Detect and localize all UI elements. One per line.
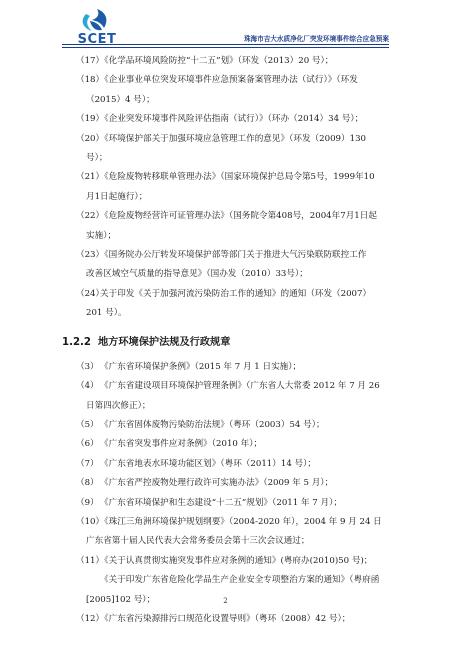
entry-text: 《化学品环境风险防控“十二五”划》（环发（2013）20 号）； xyxy=(100,56,334,66)
entry-text: 关于印发《关于加强河流污染防治工作的通知》的通知（环发（2007） xyxy=(100,288,372,299)
header-divider xyxy=(62,44,389,45)
document-body xyxy=(62,52,392,629)
entry-text: 《广东省固体废物污染防治法规》（粤环（2003）54 号）； xyxy=(100,419,325,430)
entry-text: 《国务院办公厅转发环境保护部等部门关于推进大气污染联防联控工作 xyxy=(100,250,367,261)
regulation-entry xyxy=(62,285,392,324)
entry-number: （11） xyxy=(76,555,105,566)
scet-logo-mark xyxy=(76,8,118,32)
regulation-entry xyxy=(62,513,392,552)
regulation-entry xyxy=(62,552,392,571)
regulation-entry xyxy=(62,455,392,474)
entry-text: 《关于认真贯彻实施突发事件应对条例的通知》(粤府办(2010)50 号)； xyxy=(100,555,373,566)
entry-number: （12） xyxy=(76,613,105,624)
entry-text: 《危险废物经营许可证管理办法》（国务院令第408号，2004年7月1日起 xyxy=(100,211,377,222)
entry-text: 《广东省严控废物处理行政许可实施办法》（2009 年 5 月）； xyxy=(100,478,334,489)
regulation-entry xyxy=(62,168,392,207)
entry-text-continued: 广东省第十届人民代表大会常务委员会第十三次会议通过； xyxy=(86,536,310,547)
section-heading xyxy=(62,332,392,354)
entry-text-continued: 月1日起施行）； xyxy=(86,191,148,202)
regulation-entry xyxy=(62,207,392,246)
regulation-entry xyxy=(62,416,392,435)
entry-text: 《关于印发广东省危险化学品生产企业安全专项整治方案的通知》（粤府函 xyxy=(100,575,380,586)
regulation-list-local xyxy=(62,358,392,630)
entry-text: 《广东省污染源排污口规范化设置导则》（粤环（2008）42 号）； xyxy=(100,613,351,624)
entry-number: （20） xyxy=(76,133,105,144)
regulation-entry xyxy=(62,71,392,110)
page-number: 2 xyxy=(223,597,228,605)
entry-text-continued: 201 号）。 xyxy=(86,308,127,319)
section-title: 地方环境保护法规及行政规章 xyxy=(98,336,231,348)
regulation-entry xyxy=(62,358,392,377)
logo-text: SCET xyxy=(77,32,117,47)
entry-number: （18） xyxy=(76,75,105,86)
regulation-entry xyxy=(62,494,392,513)
entry-number: （9） xyxy=(76,497,99,508)
entry-number: （10） xyxy=(76,516,105,527)
entry-text: 《广东省突发事件应对条例》（2010 年）； xyxy=(100,439,263,450)
entry-number: （4） xyxy=(76,381,99,392)
regulation-entry xyxy=(62,435,392,454)
regulation-entry xyxy=(62,130,392,169)
regulation-entry xyxy=(62,377,392,416)
entry-number: （22） xyxy=(76,211,105,222)
regulation-entry xyxy=(62,610,392,629)
header-divider-thin xyxy=(62,47,389,48)
entry-text: 《环境保护部关于加强环境应急管理工作的意见》（环发（2009）130 xyxy=(100,133,367,144)
entry-text: 《广东省环境保护和生态建设“十二五”规划》（2011 年 7 月）； xyxy=(100,497,342,508)
entry-text: 《珠江三角洲环境保护规划纲要》（2004-2020 年），2004 年 9 月 24 日 xyxy=(100,516,382,527)
entry-number: （23） xyxy=(76,250,105,261)
entry-number: （17） xyxy=(76,56,105,66)
entry-text: 《企业突发环境事件风险评估指南（试行）》（环办（2014）34 号）； xyxy=(100,114,364,125)
entry-text: 《企业事业单位突发环境事件应急预案备案管理办法（试行）》（环发 xyxy=(100,75,358,86)
section-number: 1.2.2 xyxy=(62,336,92,348)
regulation-entry xyxy=(62,52,392,71)
entry-text: 《广东省地表水环境功能区划》（粤环（2011）14 号）； xyxy=(100,458,317,469)
entry-number: （21） xyxy=(76,172,105,183)
entry-number: （3） xyxy=(76,361,99,372)
entry-text-continued: 改善区域空气质量的指导意见》（国办发（2010）33号）； xyxy=(86,269,308,280)
page-header xyxy=(0,0,451,50)
header-title: 珠海市吉大水质净化厂突发环境事件综合应急预案 xyxy=(243,35,389,43)
entry-text-continued: （2015）4 号）； xyxy=(86,94,155,105)
entry-text: 《危险废物转移联单管理办法》（国家环境保护总局令第5号，1999年10 xyxy=(100,172,375,183)
regulation-entry xyxy=(62,474,392,493)
company-logo xyxy=(62,8,132,46)
regulation-list-national xyxy=(62,52,392,324)
entry-number: （24） xyxy=(76,288,105,299)
entry-text-continued: 日第四次修正）； xyxy=(86,400,151,411)
entry-text: 《广东省建设项目环境保护管理条例》（广东省人大常委 2012 年 7 月 26 xyxy=(100,381,380,392)
entry-number: （19） xyxy=(76,114,105,125)
regulation-entry xyxy=(62,110,392,129)
entry-text-continued: 号）； xyxy=(86,153,108,164)
entry-number: （5） xyxy=(76,419,99,430)
entry-number: （7） xyxy=(76,458,99,469)
entry-text-continued: [2005]102 号）； xyxy=(86,594,156,605)
entry-number: （6） xyxy=(76,439,99,450)
entry-text-continued: 实施）； xyxy=(86,230,117,241)
entry-text: 《广东省环境保护条例》（2015 年 7 月 1 日实施）； xyxy=(100,361,302,372)
entry-number: （8） xyxy=(76,478,99,489)
regulation-entry xyxy=(62,246,392,285)
